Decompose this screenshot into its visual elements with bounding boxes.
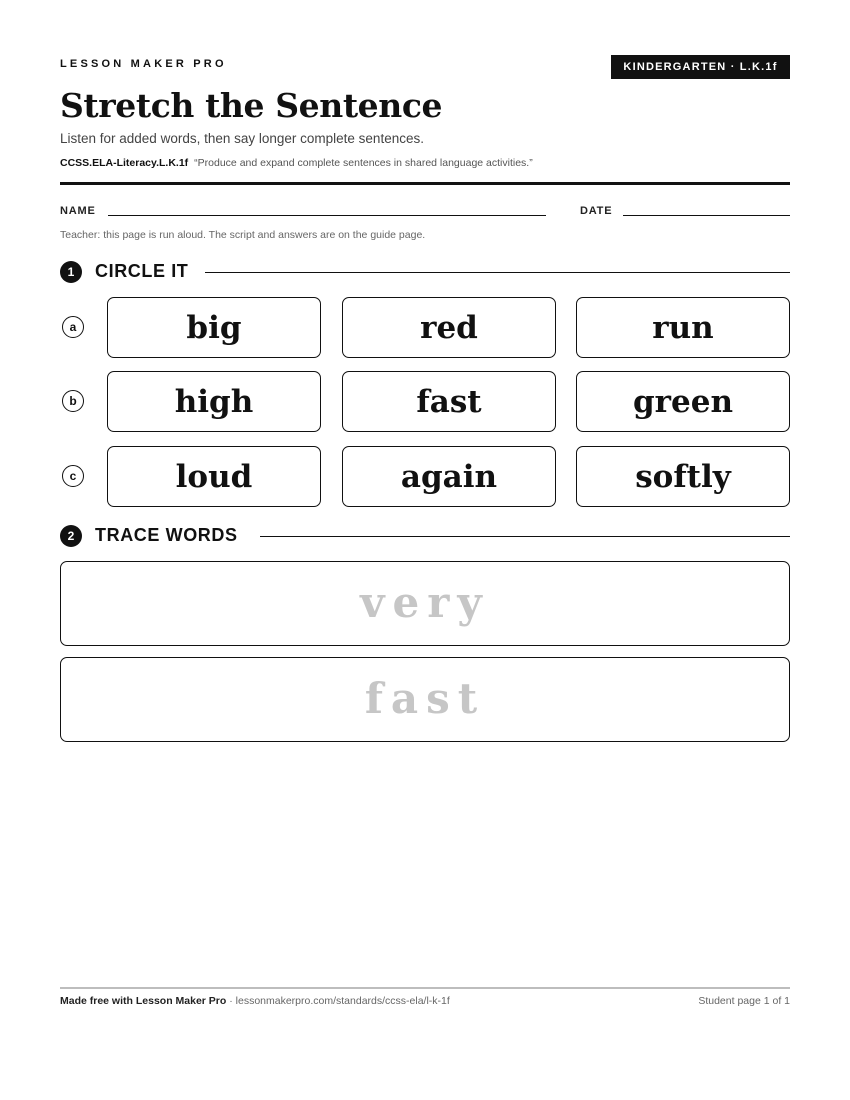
word-label: again: [400, 458, 498, 495]
footer-credit: [60, 995, 450, 1007]
section-2-title: TRACE WORDS: [95, 525, 238, 545]
word-option-fast[interactable]: [342, 371, 556, 432]
word-option-big[interactable]: [107, 297, 321, 358]
name-label: NAME: [60, 205, 96, 217]
word-label: loud: [175, 458, 253, 495]
word-option-softly[interactable]: [576, 446, 790, 507]
word-label: softly: [635, 458, 731, 495]
trace-box-very[interactable]: [60, 561, 790, 646]
word-option-high[interactable]: [107, 371, 321, 432]
footer-divider: [60, 987, 790, 989]
section-1-title: CIRCLE IT: [95, 261, 189, 281]
section-2-number: 2: [60, 525, 82, 547]
header-divider: [60, 182, 790, 185]
trace-word: fast: [364, 674, 486, 723]
word-label: fast: [416, 383, 482, 420]
footer-page-number: Student page 1 of 1: [698, 995, 790, 1007]
row-c-letter: c: [62, 465, 84, 487]
word-label: run: [652, 309, 714, 346]
standard-line: [60, 157, 533, 169]
name-field[interactable]: [108, 215, 546, 216]
standard-text: “Produce and expand complete sentences in shared language activities.”: [194, 157, 533, 169]
word-label: big: [186, 309, 242, 346]
word-option-loud[interactable]: [107, 446, 321, 507]
word-label: high: [174, 383, 254, 420]
word-option-run[interactable]: [576, 297, 790, 358]
row-b-letter: b: [62, 390, 84, 412]
word-option-red[interactable]: [342, 297, 556, 358]
section-1-number: 1: [60, 261, 82, 283]
date-field[interactable]: [623, 215, 790, 216]
section-1-rule: [205, 272, 790, 273]
footer-url: · lessonmakerpro.com/standards/ccss-ela/l-k-1f: [226, 995, 450, 1007]
trace-box-fast[interactable]: [60, 657, 790, 742]
word-label: green: [633, 383, 733, 420]
brand-name: LESSON MAKER PRO: [60, 58, 227, 70]
date-label: DATE: [580, 205, 613, 217]
footer-made-with: Made free with Lesson Maker Pro: [60, 995, 227, 1007]
teacher-note: Teacher: this page is run aloud. The script and answers are on the guide page.: [60, 229, 426, 241]
section-2-rule: [260, 536, 790, 537]
page-subtitle: Listen for added words, then say longer complete sentences.: [60, 131, 424, 146]
trace-word: very: [360, 578, 490, 627]
row-a-letter: a: [62, 316, 84, 338]
standard-code: CCSS.ELA-Literacy.L.K.1f: [60, 157, 189, 169]
word-option-again[interactable]: [342, 446, 556, 507]
word-option-green[interactable]: [576, 371, 790, 432]
word-label: red: [420, 309, 478, 346]
page-title: Stretch the Sentence: [60, 86, 443, 125]
grade-badge: KINDERGARTEN · L.K.1f: [611, 55, 790, 79]
